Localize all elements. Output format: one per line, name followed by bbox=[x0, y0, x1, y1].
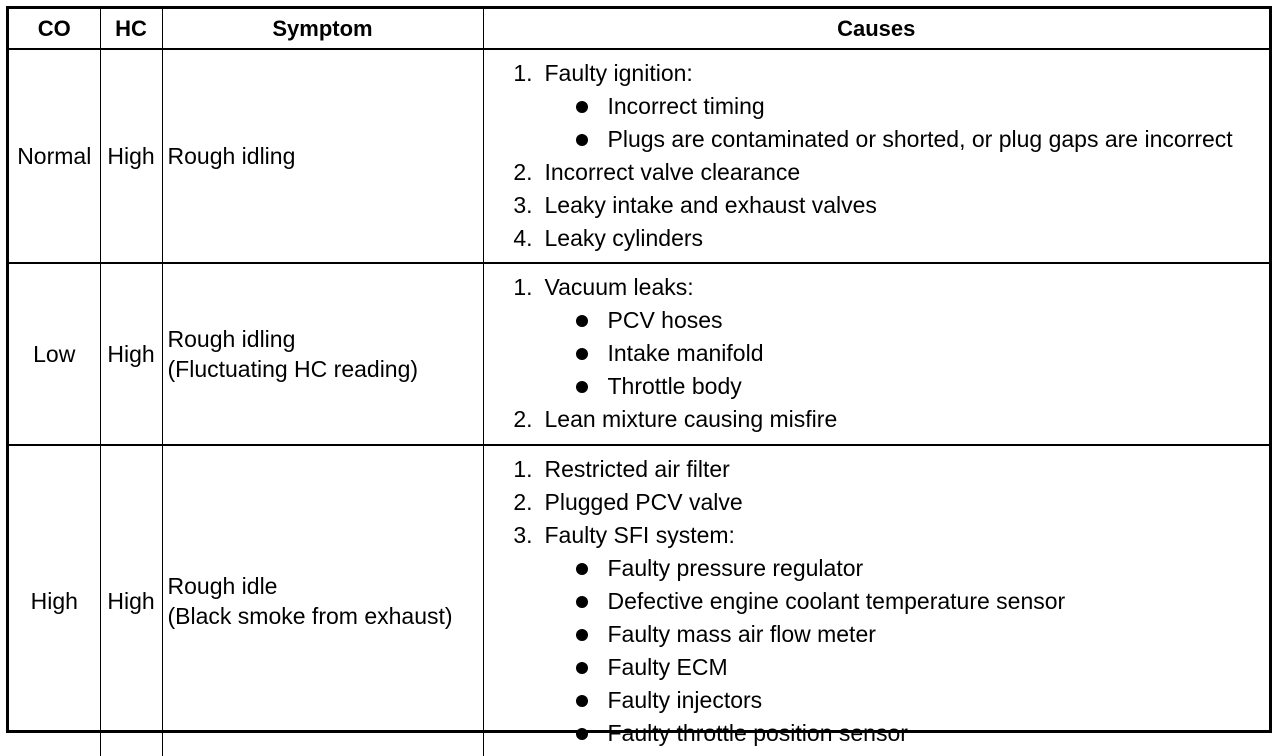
co-cell: High bbox=[9, 445, 100, 756]
sub-cause-item bbox=[503, 585, 1270, 618]
sub-cause-text: Faulty ECM bbox=[607, 654, 728, 680]
cause-number: 2. bbox=[513, 489, 533, 515]
sub-cause-item bbox=[503, 337, 1270, 370]
diagnosis-table bbox=[6, 6, 1272, 746]
symptom-line: (Black smoke from exhaust) bbox=[167, 603, 453, 629]
bullet-icon bbox=[576, 563, 588, 575]
sub-cause-text: Incorrect timing bbox=[607, 93, 765, 119]
causes-cell bbox=[483, 49, 1269, 263]
cause-item bbox=[503, 453, 1270, 486]
sub-cause-text: Faulty mass air flow meter bbox=[607, 621, 876, 647]
sub-cause-item bbox=[503, 618, 1270, 651]
cause-number: 1. bbox=[513, 60, 533, 86]
cause-item bbox=[503, 519, 1270, 552]
co-cell: Low bbox=[9, 263, 100, 445]
sub-cause-item bbox=[503, 651, 1270, 684]
cause-text: Faulty ignition: bbox=[544, 60, 693, 86]
cause-text: Incorrect valve clearance bbox=[544, 159, 801, 185]
sub-cause-item bbox=[503, 90, 1270, 123]
header-hc: HC bbox=[100, 9, 162, 49]
cause-text: Leaky cylinders bbox=[544, 225, 704, 251]
cause-number: 4. bbox=[513, 225, 533, 251]
sub-cause-item bbox=[503, 123, 1270, 156]
bullet-icon bbox=[576, 134, 588, 146]
sub-cause-text: Throttle body bbox=[607, 373, 742, 399]
bullet-icon bbox=[576, 596, 588, 608]
cause-number: 3. bbox=[513, 522, 533, 548]
sub-cause-text: Faulty injectors bbox=[607, 687, 763, 713]
cause-text: Faulty SFI system: bbox=[544, 522, 735, 548]
symptom-cell bbox=[162, 445, 483, 756]
symptom-line: Rough idling bbox=[167, 326, 296, 352]
sub-cause-item bbox=[503, 370, 1270, 403]
cause-number: 1. bbox=[513, 274, 533, 300]
sub-cause-item bbox=[503, 304, 1270, 337]
co-cell: Normal bbox=[9, 49, 100, 263]
cause-number: 3. bbox=[513, 192, 533, 218]
symptom-line: (Fluctuating HC reading) bbox=[167, 356, 419, 382]
cause-item bbox=[503, 222, 1270, 255]
cause-text: Vacuum leaks: bbox=[544, 274, 694, 300]
symptom-cell bbox=[162, 49, 483, 263]
sub-cause-text: PCV hoses bbox=[607, 307, 723, 333]
sub-cause-item bbox=[503, 717, 1270, 750]
cause-number: 2. bbox=[513, 159, 533, 185]
sub-cause-text: Faulty pressure regulator bbox=[607, 555, 864, 581]
bullet-icon bbox=[576, 348, 588, 360]
cause-item bbox=[503, 271, 1270, 304]
cause-item bbox=[503, 486, 1270, 519]
sub-cause-text: Defective engine coolant temperature sensor bbox=[607, 588, 1066, 614]
table-row bbox=[9, 263, 1269, 445]
causes-cell bbox=[483, 445, 1269, 756]
bullet-icon bbox=[576, 728, 588, 740]
bullet-icon bbox=[576, 101, 588, 113]
cause-text: Lean mixture causing misfire bbox=[544, 406, 838, 432]
cause-text: Plugged PCV valve bbox=[544, 489, 743, 515]
diagnosis-table-grid bbox=[9, 9, 1269, 756]
bullet-icon bbox=[576, 381, 588, 393]
bullet-icon bbox=[576, 629, 588, 641]
cause-item bbox=[503, 156, 1270, 189]
hc-cell: High bbox=[100, 49, 162, 263]
symptom-line: Rough idling bbox=[167, 143, 296, 169]
header-co: CO bbox=[9, 9, 100, 49]
cause-text: Leaky intake and exhaust valves bbox=[544, 192, 877, 218]
sub-cause-text: Plugs are contaminated or shorted, or plug gaps are incorrect bbox=[607, 126, 1233, 152]
cause-number: 1. bbox=[513, 456, 533, 482]
cause-item bbox=[503, 189, 1270, 222]
bullet-icon bbox=[576, 695, 588, 707]
hc-cell: High bbox=[100, 263, 162, 445]
header-row bbox=[9, 9, 1269, 49]
sub-cause-text: Faulty throttle position sensor bbox=[607, 720, 908, 746]
cause-item bbox=[503, 403, 1270, 436]
bullet-icon bbox=[576, 315, 588, 327]
causes-cell bbox=[483, 263, 1269, 445]
header-symptom: Symptom bbox=[162, 9, 483, 49]
cause-text: Restricted air filter bbox=[544, 456, 730, 482]
hc-cell: High bbox=[100, 445, 162, 756]
symptom-cell bbox=[162, 263, 483, 445]
sub-cause-item bbox=[503, 552, 1270, 585]
header-causes: Causes bbox=[483, 9, 1269, 49]
table-row bbox=[9, 49, 1269, 263]
bullet-icon bbox=[576, 662, 588, 674]
sub-cause-text: Intake manifold bbox=[607, 340, 764, 366]
cause-item bbox=[503, 57, 1270, 90]
table-row bbox=[9, 445, 1269, 756]
cause-number: 2. bbox=[513, 406, 533, 432]
symptom-line: Rough idle bbox=[167, 573, 278, 599]
sub-cause-item bbox=[503, 684, 1270, 717]
